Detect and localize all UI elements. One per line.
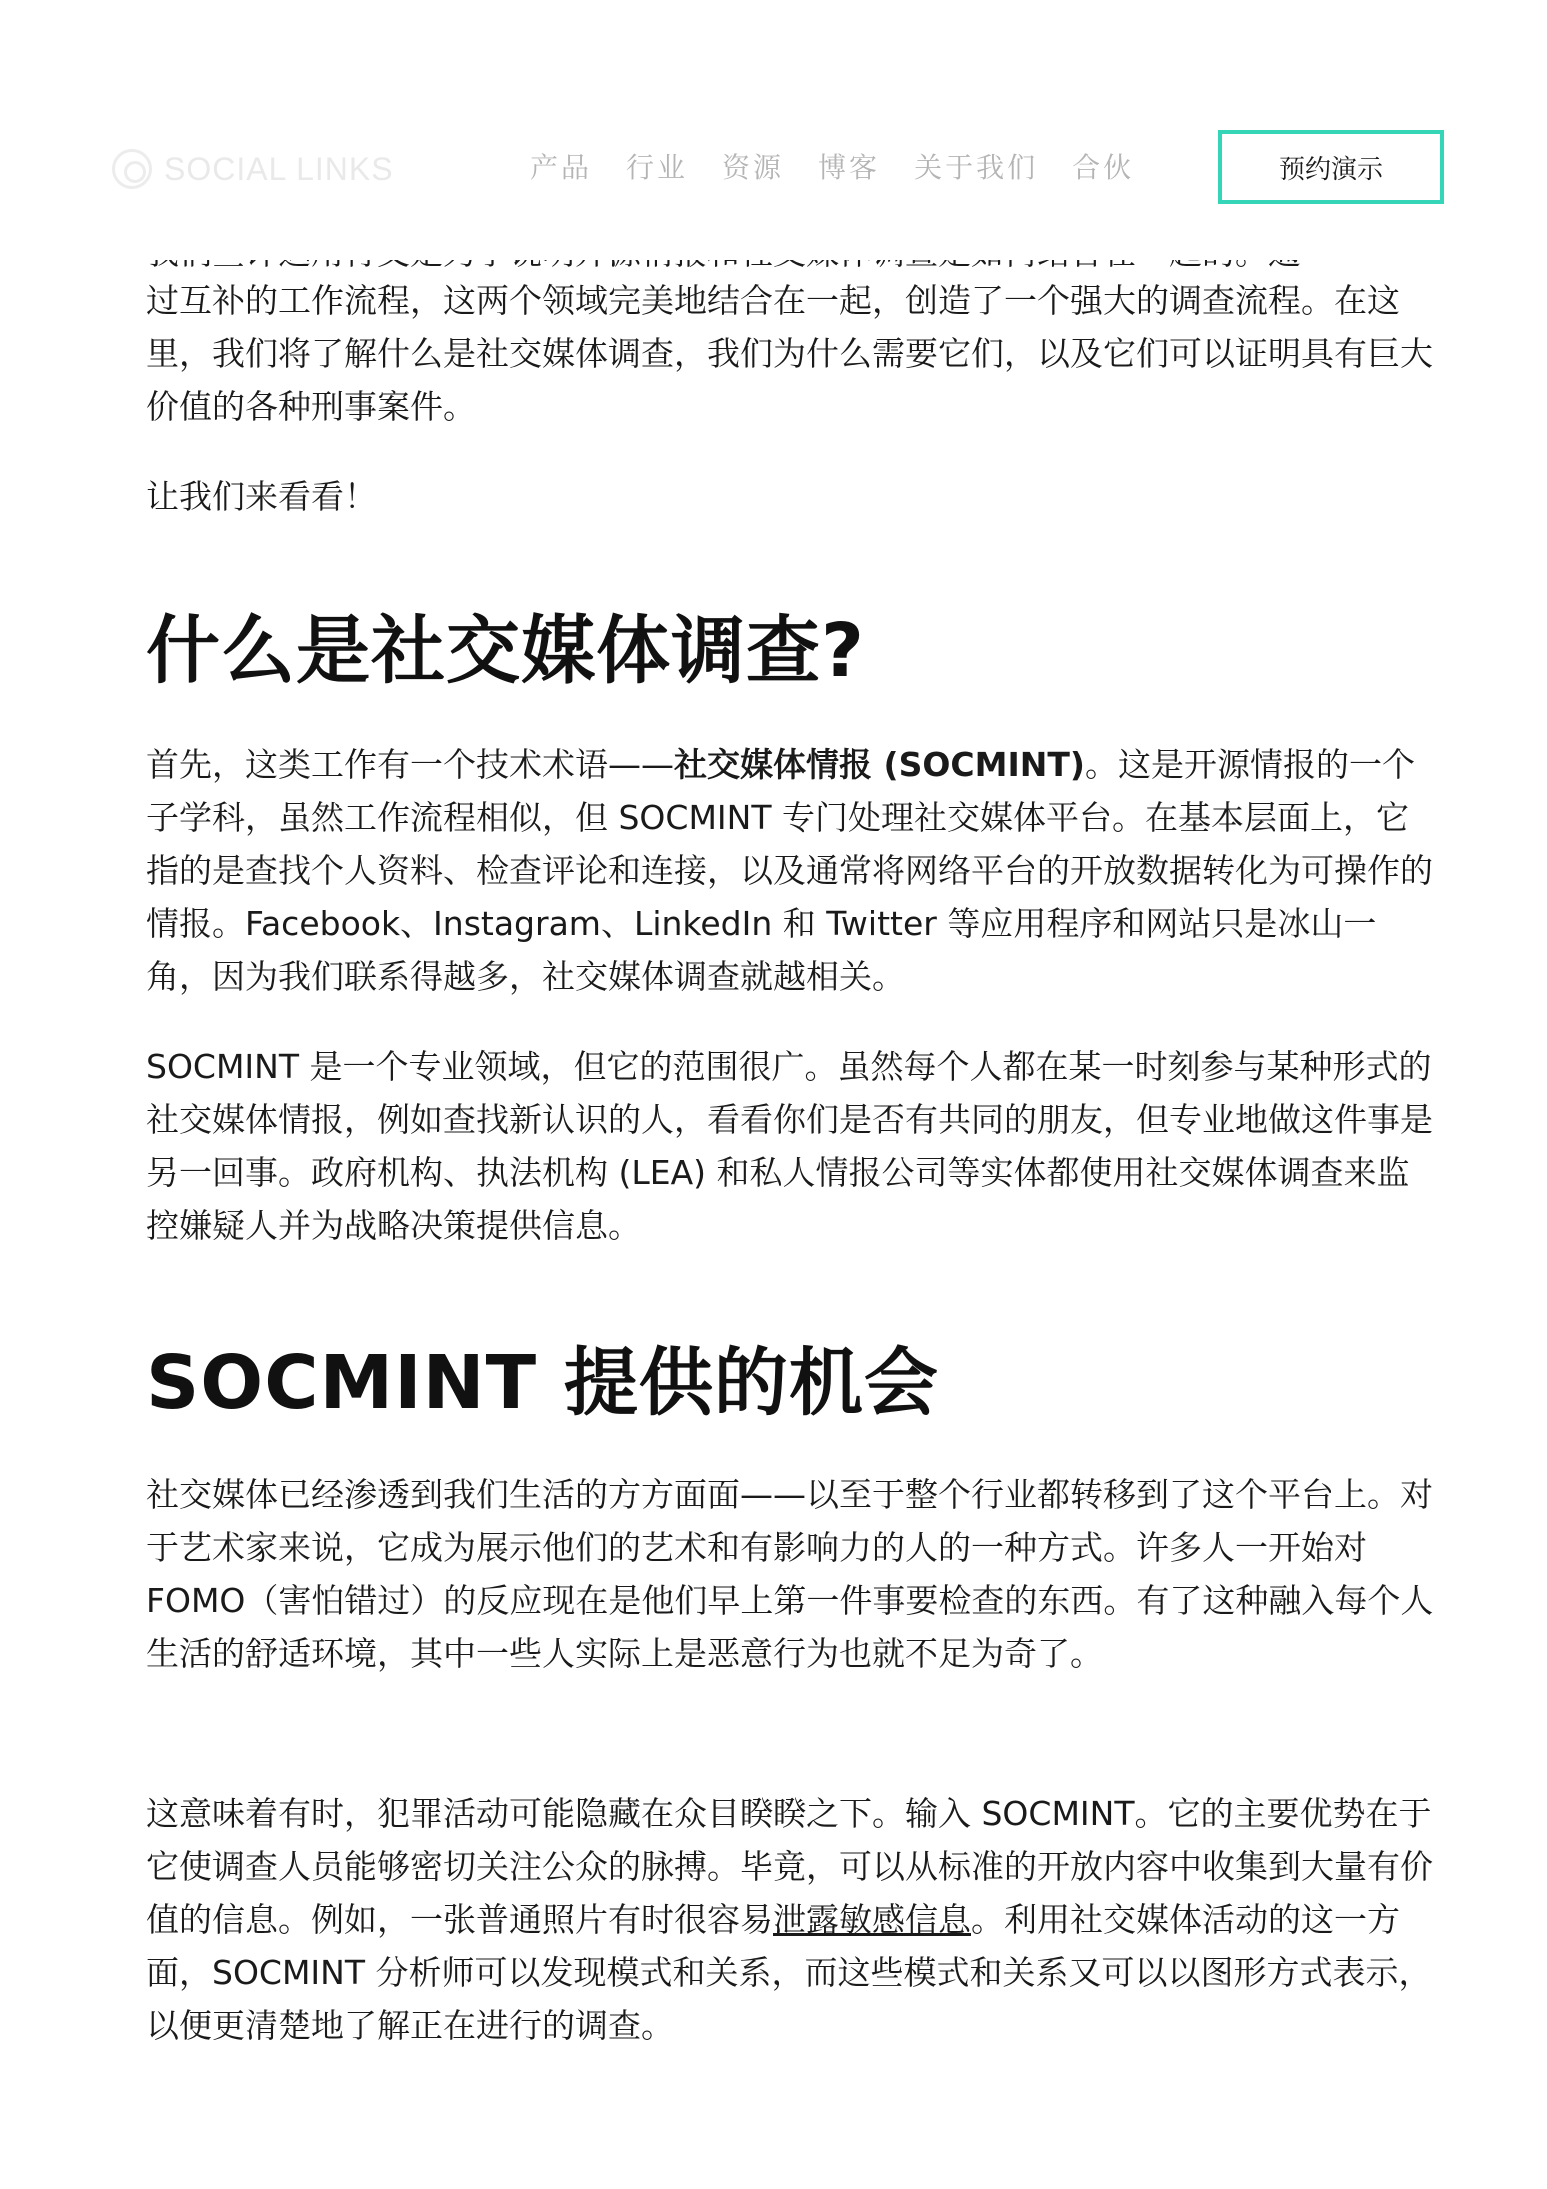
paragraph-social-media-penetration: 社交媒体已经渗透到我们生活的方方面面——以至于整个行业都转移到了这个平台上。对于艺术家来说，它成为展示他们的艺术和有影响力的人的一种方式。许多人一开始对 FOMO（害怕错过）的反应现在是他们早上第一件事要检查的东西。有了这种融入每个人生活的舒适环境，其中一些人实际上是恶意行为也就不足为奇了。 [146,1475,1434,1673]
paragraph-criminal-activity-pre: 这意味着有时，犯罪活动可能隐藏在众目睽睽之下。输入 SOCMINT。它的主要优势在于它使调查人员能够密切关注公众的脉搏。毕竟，可以从标准的开放内容中收集到大量有价值的信息。例如，一张普通照片有时很容易 [146,1794,1433,1939]
paragraph-socmint-definition-pre: 首先，这类工作有一个技术术语—— [146,745,674,784]
heading-what-is-social-media-investigation: 什么是社交媒体调查? [146,608,865,694]
nav-item-about[interactable]: 关于我们 [914,151,1039,184]
logo-text: SOCIAL LINKS [164,150,394,187]
nav-item-products[interactable]: 产品 [530,151,593,184]
intro-paragraph: 过互补的工作流程，这两个领域完美地结合在一起，创造了一个强大的调查流程。在这里，我们将了解什么是社交媒体调查，我们为什么需要它们，以及它们可以证明具有巨大价值的各种刑事案件。 [146,281,1433,426]
logo[interactable] [112,146,394,192]
paragraph-socmint-definition-post: 。这是开源情报的一个子学科，虽然工作流程相似，但 SOCMINT 专门处理社交媒体平台。在基本层面上，它指的是查找个人资料、检查评论和连接，以及通常将网络平台的开放数据转化为可操作的情报。Facebook、Instagram、LinkedIn 和 Twitter 等应用程序和网站只是冰山一角，因为我们联系得越多，社交媒体调查就越相关。 [146,745,1433,996]
nav-item-resources[interactable]: 资源 [722,151,785,184]
nav-item-industries[interactable]: 行业 [626,151,689,184]
main-nav [530,146,1134,186]
logo-icon [112,149,152,189]
heading-socmint-opportunities: SOCMINT 提供的机会 [146,1340,939,1426]
site-header [0,0,1547,260]
paragraph-socmint-scope: SOCMINT 是一个专业领域，但它的范围很广。虽然每个人都在某一时刻参与某种形式的社交媒体情报，例如查找新认识的人，看看你们是否有共同的朋友，但专业地做这件事是另一回事。政府机构、执法机构 (LEA) 和私人情报公司等实体都使用社交媒体调查来监控嫌疑人并为战略决策提供信息。 [146,1047,1433,1245]
paragraph-socmint-definition [146,738,1436,1003]
paragraph-criminal-activity-post: 。利用社交媒体活动的这一方面，SOCMINT 分析师可以发现模式和关系，而这些模式和关系又可以以图形方式表示，以便更清楚地了解正在进行的调查。 [146,1900,1432,2045]
socmint-term: 社交媒体情报 (SOCMINT) [674,745,1085,784]
paragraph-criminal-activity [146,1787,1436,2052]
nav-item-blog[interactable]: 博客 [818,151,881,184]
lets-see-paragraph: 让我们来看看！ [146,477,377,516]
book-demo-button[interactable]: 预约演示 [1218,130,1444,204]
sensitive-info-link[interactable]: 泄露敏感信息 [773,1900,971,1939]
nav-item-partners[interactable]: 合伙 [1072,151,1135,184]
